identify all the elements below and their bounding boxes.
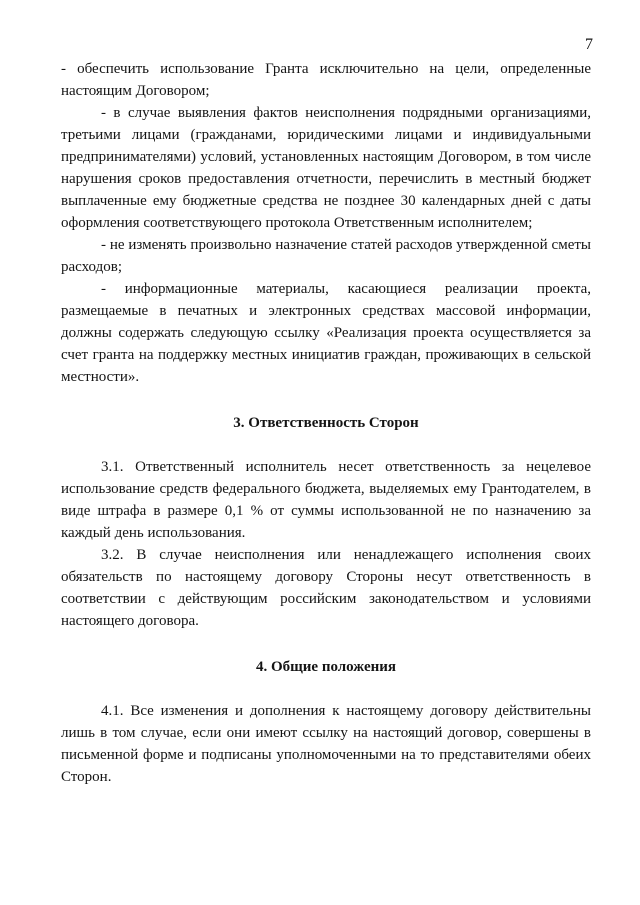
bullet-3: - не изменять произвольно назначение статей расходов утвержденной сметы расходов;	[61, 237, 591, 275]
document-body	[61, 58, 591, 788]
bullet-4: - информационные материалы, касающиеся реализации проекта, размещаемые в печатных и электронных средствах массовой информации, должны содержать следующую ссылку «Реализация проекта осуществляется за счет гранта на поддержку местных инициатив граждан, проживающих в сельской местности».	[61, 281, 591, 385]
clause-3-2: 3.2. В случае неисполнения или ненадлежащего исполнения своих обязательств по настоящему договору Стороны несут ответственность в соответствии с действующим российским законодательством и условиями настоящего договора.	[61, 547, 591, 629]
bullet-2: - в случае выявления фактов неисполнения подрядными организациями, третьими лицами (гражданами, юридическими лицами и индивидуальными предпринимателями) условий, установленных настоящим Договором, в том числе нарушения сроков предоставления отчетности, перечислить в местный бюджет выплаченные ему бюджетные средства не позднее 30 календарных дней с даты оформления соответствующего протокола Ответственным исполнителем;	[61, 105, 591, 231]
clause-4-1: 4.1. Все изменения и дополнения к настоящему договору действительны лишь в том случае, если они имеют ссылку на настоящий договор, совершены в письменной форме и подписаны уполномоченными на то представителями обеих Сторон.	[61, 703, 591, 785]
page-number: 7	[585, 36, 593, 53]
section-4-heading: 4. Общие положения	[255, 659, 397, 675]
bullet-1: - обеспечить использование Гранта исключительно на цели, определенные настоящим Договором;	[61, 61, 591, 99]
section-3-heading: 3. Ответственность Сторон	[233, 415, 419, 431]
clause-3-1: 3.1. Ответственный исполнитель несет ответственность за нецелевое использование средств федерального бюджета, выделяемых ему Грантодателем, в виде штрафа в размере 0,1 % от суммы использованной не по назначению за каждый день использования.	[61, 459, 591, 541]
